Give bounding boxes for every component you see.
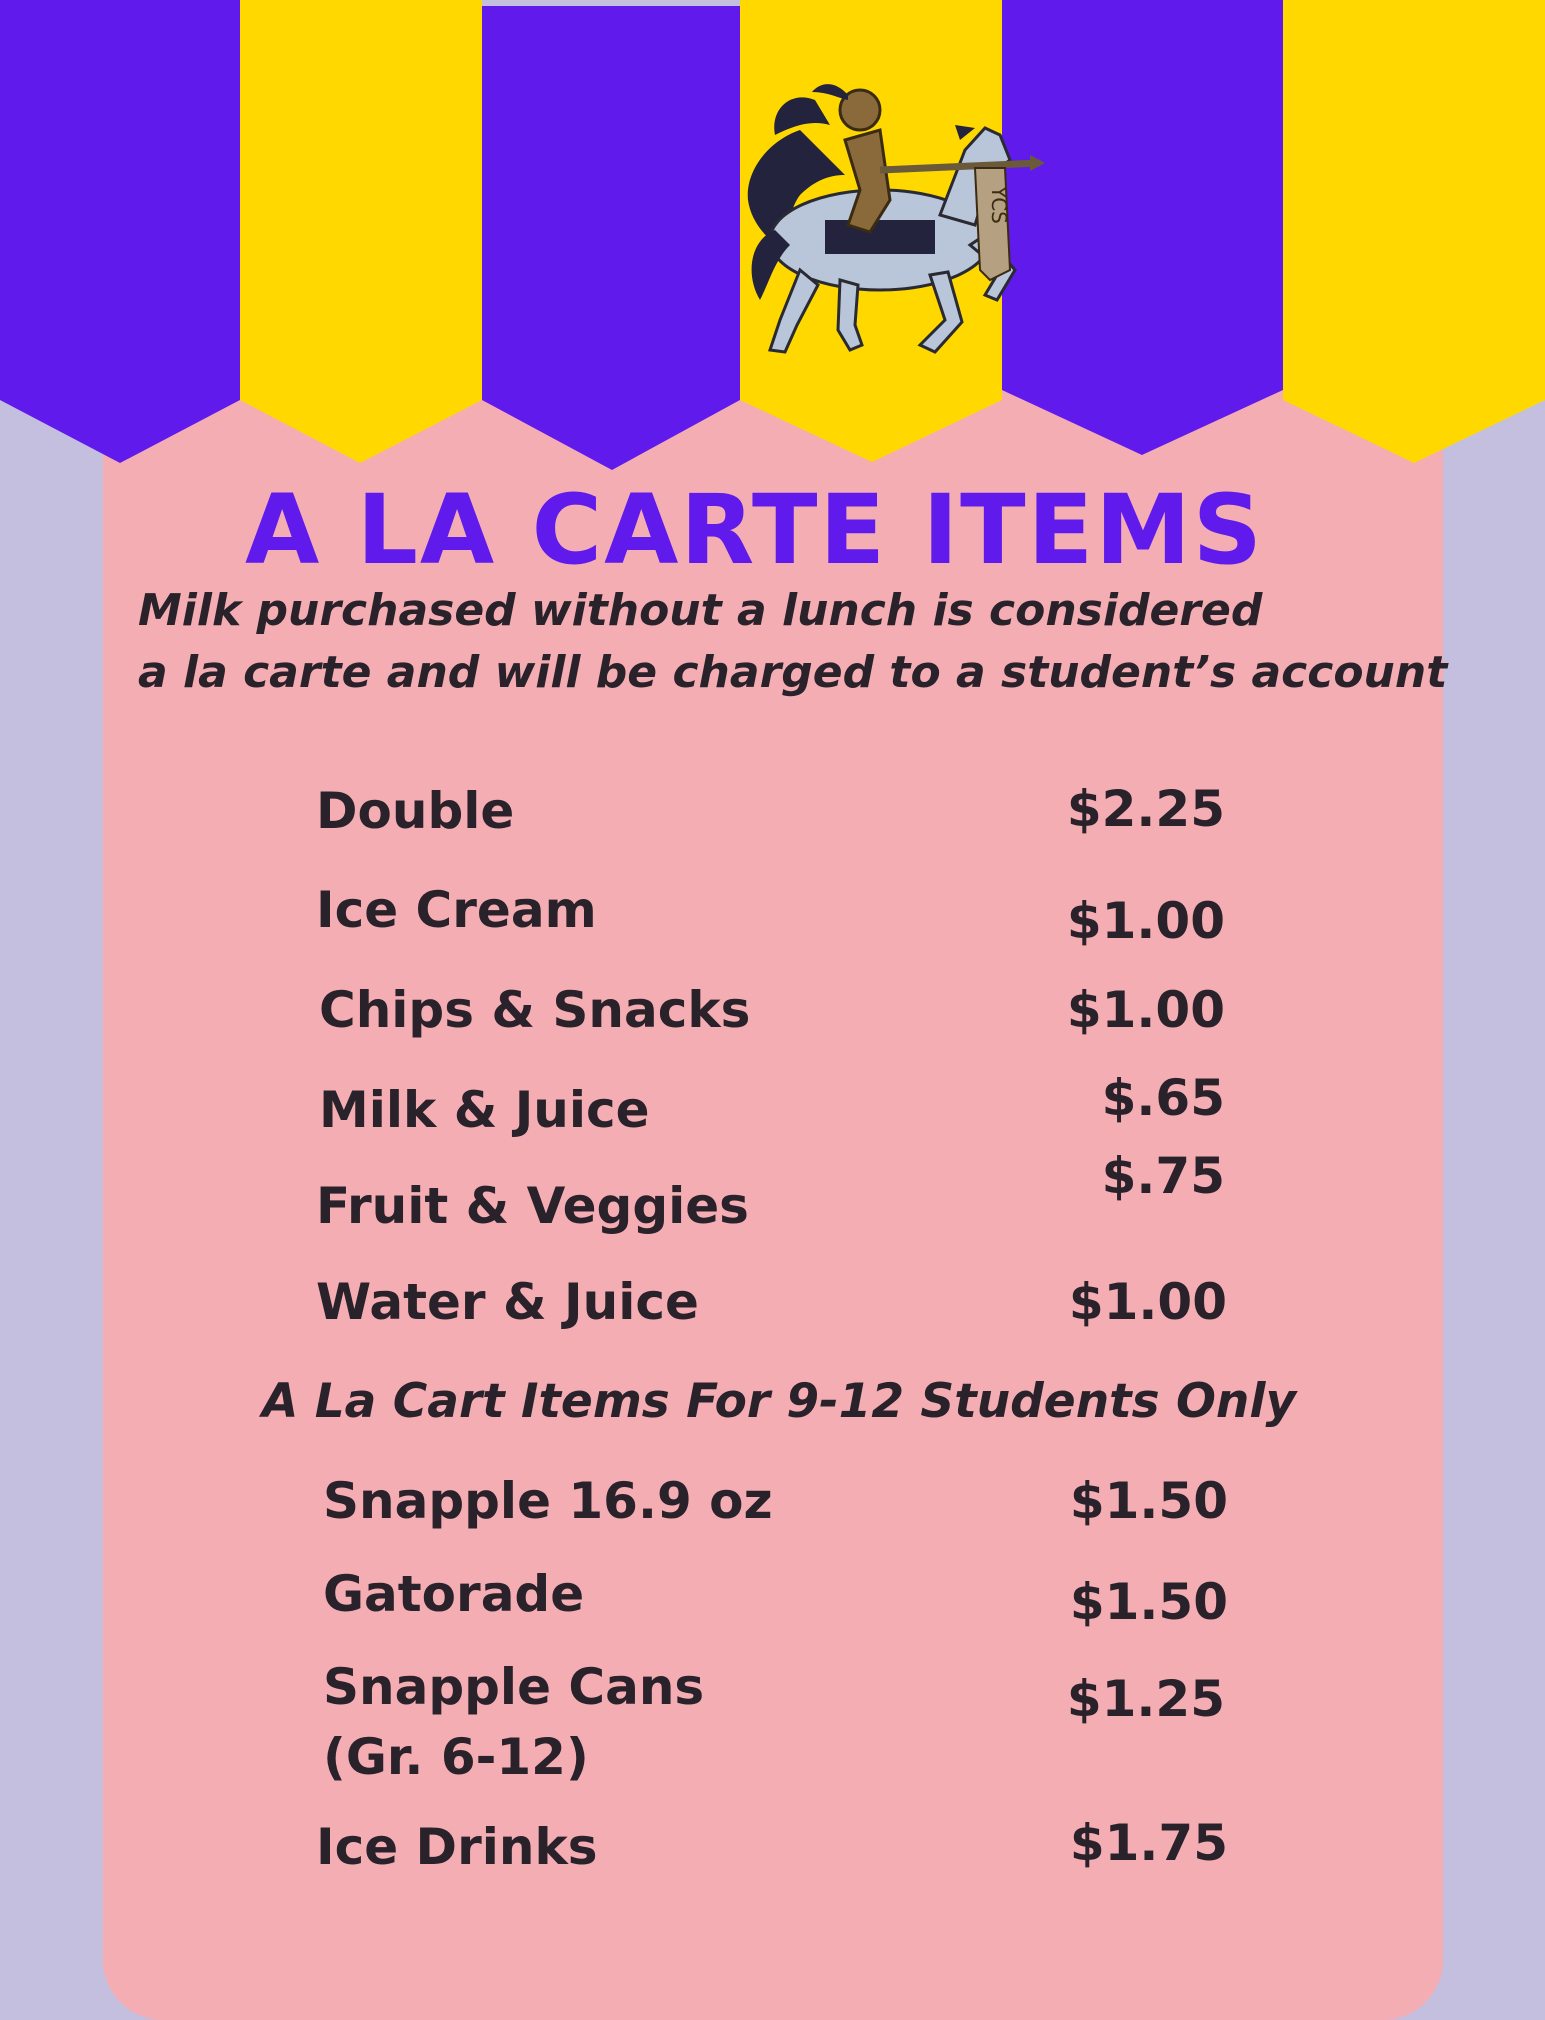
item-name: Snapple Cans (323, 1658, 705, 1716)
item-name: Gatorade (323, 1565, 585, 1623)
item-name: Snapple 16.9 oz (323, 1472, 773, 1530)
list-item (0, 1272, 1545, 1332)
milk-note (138, 580, 1447, 704)
item-price: $1.50 (1069, 1472, 1228, 1530)
item-name-line2: (Gr. 6-12) (323, 1728, 589, 1786)
item-price: $.65 (1101, 1069, 1225, 1127)
item-price: $2.25 (1066, 780, 1225, 838)
item-price: $1.00 (1066, 981, 1225, 1039)
pennant-text: YCS (987, 186, 1011, 224)
item-price: $1.50 (1069, 1573, 1228, 1631)
item-name: Ice Drinks (316, 1818, 598, 1876)
banner-stripe (482, 6, 740, 470)
list-item (0, 1657, 1545, 1787)
item-price: $1.00 (1068, 1273, 1227, 1331)
item-price: $.75 (1101, 1147, 1225, 1205)
item-price: $1.25 (1066, 1670, 1225, 1728)
banner-stripe (0, 0, 240, 463)
item-price: $1.75 (1069, 1814, 1228, 1872)
item-name: Milk & Juice (319, 1081, 650, 1139)
list-item (0, 880, 1545, 950)
list-item (0, 1564, 1545, 1631)
item-name: Ice Cream (316, 881, 597, 939)
list-item (0, 781, 1545, 841)
note-line-1: Milk purchased without a lunch is considered (138, 585, 1263, 636)
note-line-2: a la carte and will be charged to a student’s account (138, 647, 1448, 698)
item-name: Water & Juice (316, 1273, 699, 1331)
item-name: Fruit & Veggies (316, 1177, 749, 1235)
page-title: A LA CARTE ITEMS (245, 474, 1264, 586)
item-name: Double (316, 782, 515, 840)
banner-stripe (1002, 0, 1283, 455)
banner-stripe (1283, 0, 1545, 463)
banner-stripe (240, 0, 482, 463)
list-item (0, 1147, 1545, 1236)
item-name: Chips & Snacks (319, 981, 751, 1039)
striped-banner (0, 0, 1545, 470)
high-school-subhead: A La Cart Items For 9-12 Students Only (262, 1374, 1297, 1429)
list-item (0, 980, 1545, 1040)
item-price: $1.00 (1066, 892, 1225, 950)
list-item (0, 1471, 1545, 1531)
list-item (0, 1814, 1545, 1877)
list-item (0, 1069, 1545, 1140)
